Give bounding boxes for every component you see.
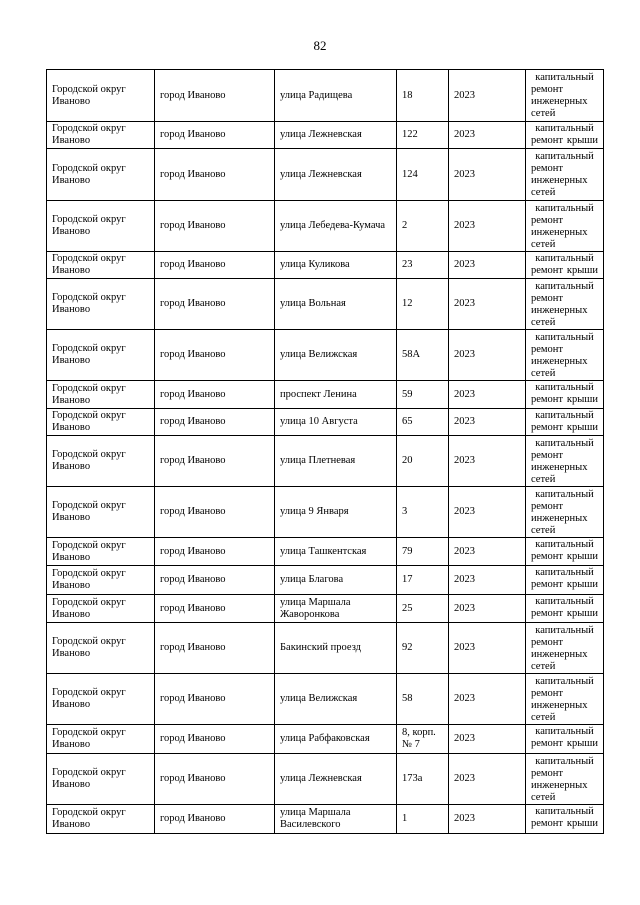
work-type-cell — [526, 330, 604, 381]
work-type-rest: ремонт крыши — [531, 818, 598, 829]
street-cell: улица Велижская — [275, 674, 397, 725]
work-type-rest: ремонт инженерных сетей — [531, 501, 588, 536]
table-row — [47, 487, 604, 538]
city-cell: город Иваново — [155, 122, 275, 149]
year-cell: 2023 — [449, 805, 526, 834]
work-type-line: капитальный — [535, 332, 594, 343]
table-row — [47, 149, 604, 201]
work-type-cell — [526, 566, 604, 595]
street-cell: улица 10 Августа — [275, 409, 397, 436]
district-cell: Городской округ Иваново — [47, 381, 155, 409]
house-cell: 1 — [397, 805, 449, 834]
work-type-rest: ремонт инженерных сетей — [531, 637, 588, 672]
house-cell: 65 — [397, 409, 449, 436]
street-cell: улица Лебедева-Кумача — [275, 201, 397, 252]
table-row — [47, 805, 604, 834]
house-cell: 23 — [397, 252, 449, 279]
city-cell: город Иваново — [155, 381, 275, 409]
district-cell: Городской округ Иваново — [47, 201, 155, 252]
work-type-cell — [526, 409, 604, 436]
work-type-line: капитальный — [535, 625, 594, 636]
work-type-cell — [526, 381, 604, 409]
work-type-line: капитальный — [535, 253, 594, 264]
work-type-cell — [526, 252, 604, 279]
house-cell: 3 — [397, 487, 449, 538]
street-cell: улица Лежневская — [275, 754, 397, 805]
house-cell: 2 — [397, 201, 449, 252]
work-type-rest: ремонт крыши — [531, 265, 598, 276]
work-type-cell — [526, 623, 604, 674]
house-cell: 59 — [397, 381, 449, 409]
district-cell: Городской округ Иваново — [47, 754, 155, 805]
work-type-rest: ремонт крыши — [531, 394, 598, 405]
city-cell: город Иваново — [155, 279, 275, 330]
house-cell: 20 — [397, 436, 449, 487]
work-type-cell — [526, 538, 604, 566]
work-type-line: капитальный — [535, 151, 594, 162]
house-cell: 12 — [397, 279, 449, 330]
year-cell: 2023 — [449, 595, 526, 623]
table-row — [47, 595, 604, 623]
page-number: 82 — [313, 38, 327, 53]
table-row — [47, 436, 604, 487]
street-cell: улица Радищева — [275, 70, 397, 122]
work-type-rest: ремонт крыши — [531, 422, 598, 433]
street-cell: улица Маршала Жаворонкова — [275, 595, 397, 623]
work-type-cell — [526, 149, 604, 201]
year-cell: 2023 — [449, 623, 526, 674]
work-type-line: капитальный — [535, 410, 594, 421]
street-cell: улица Маршала Василевского — [275, 805, 397, 834]
work-type-cell — [526, 595, 604, 623]
house-cell: 173а — [397, 754, 449, 805]
district-cell: Городской округ Иваново — [47, 252, 155, 279]
year-cell: 2023 — [449, 725, 526, 754]
year-cell: 2023 — [449, 566, 526, 595]
house-cell: 18 — [397, 70, 449, 122]
year-cell: 2023 — [449, 330, 526, 381]
work-type-rest: ремонт инженерных сетей — [531, 344, 588, 379]
work-type-line: капитальный — [535, 489, 594, 500]
city-cell: город Иваново — [155, 252, 275, 279]
table-row — [47, 252, 604, 279]
year-cell: 2023 — [449, 149, 526, 201]
work-type-cell — [526, 487, 604, 538]
work-type-cell — [526, 279, 604, 330]
work-type-rest: ремонт инженерных сетей — [531, 450, 588, 485]
table-row — [47, 201, 604, 252]
work-type-line: капитальный — [535, 438, 594, 449]
street-cell: улица Велижская — [275, 330, 397, 381]
house-cell: 122 — [397, 122, 449, 149]
house-cell: 58А — [397, 330, 449, 381]
year-cell: 2023 — [449, 754, 526, 805]
house-cell: 17 — [397, 566, 449, 595]
year-cell: 2023 — [449, 487, 526, 538]
table-row — [47, 538, 604, 566]
work-type-cell — [526, 805, 604, 834]
district-cell: Городской округ Иваново — [47, 725, 155, 754]
district-cell: Городской округ Иваново — [47, 623, 155, 674]
work-type-line: капитальный — [535, 726, 594, 737]
district-cell: Городской округ Иваново — [47, 674, 155, 725]
city-cell: город Иваново — [155, 595, 275, 623]
street-cell: улица 9 Января — [275, 487, 397, 538]
work-type-line: капитальный — [535, 123, 594, 134]
work-type-cell — [526, 674, 604, 725]
work-type-cell — [526, 436, 604, 487]
street-cell: улица Благова — [275, 566, 397, 595]
city-cell: город Иваново — [155, 149, 275, 201]
house-cell: 92 — [397, 623, 449, 674]
district-cell: Городской округ Иваново — [47, 330, 155, 381]
street-cell: улица Ташкентская — [275, 538, 397, 566]
district-cell: Городской округ Иваново — [47, 149, 155, 201]
work-type-rest: ремонт инженерных сетей — [531, 688, 588, 723]
table-row — [47, 70, 604, 122]
work-type-rest: ремонт крыши — [531, 738, 598, 749]
work-type-line: капитальный — [535, 756, 594, 767]
district-cell: Городской округ Иваново — [47, 487, 155, 538]
table-row — [47, 279, 604, 330]
work-type-cell — [526, 754, 604, 805]
work-type-line: капитальный — [535, 567, 594, 578]
table-row — [47, 674, 604, 725]
street-cell: проспект Ленина — [275, 381, 397, 409]
work-type-rest: ремонт инженерных сетей — [531, 84, 588, 119]
district-cell: Городской округ Иваново — [47, 566, 155, 595]
district-cell: Городской округ Иваново — [47, 538, 155, 566]
year-cell: 2023 — [449, 279, 526, 330]
table-body — [47, 70, 604, 834]
year-cell: 2023 — [449, 70, 526, 122]
work-type-rest: ремонт крыши — [531, 135, 598, 146]
district-cell: Городской округ Иваново — [47, 595, 155, 623]
house-cell: 8, корп. № 7 — [397, 725, 449, 754]
table-row — [47, 330, 604, 381]
year-cell: 2023 — [449, 381, 526, 409]
district-cell: Городской округ Иваново — [47, 70, 155, 122]
city-cell: город Иваново — [155, 409, 275, 436]
year-cell: 2023 — [449, 436, 526, 487]
table-row — [47, 623, 604, 674]
street-cell: улица Лежневская — [275, 149, 397, 201]
work-type-rest: ремонт крыши — [531, 608, 598, 619]
district-cell: Городской округ Иваново — [47, 122, 155, 149]
work-type-line: капитальный — [535, 806, 594, 817]
work-type-line: капитальный — [535, 203, 594, 214]
city-cell: город Иваново — [155, 436, 275, 487]
year-cell: 2023 — [449, 122, 526, 149]
year-cell: 2023 — [449, 674, 526, 725]
street-cell: улица Рабфаковская — [275, 725, 397, 754]
work-type-rest: ремонт инженерных сетей — [531, 293, 588, 328]
work-type-rest: ремонт инженерных сетей — [531, 768, 588, 803]
city-cell: город Иваново — [155, 538, 275, 566]
street-cell: Бакинский проезд — [275, 623, 397, 674]
table-row — [47, 566, 604, 595]
house-cell: 25 — [397, 595, 449, 623]
work-type-line: капитальный — [535, 72, 594, 83]
street-cell: улица Лежневская — [275, 122, 397, 149]
district-cell: Городской округ Иваново — [47, 279, 155, 330]
year-cell: 2023 — [449, 538, 526, 566]
city-cell: город Иваново — [155, 201, 275, 252]
work-type-line: капитальный — [535, 676, 594, 687]
city-cell: город Иваново — [155, 725, 275, 754]
city-cell: город Иваново — [155, 487, 275, 538]
city-cell: город Иваново — [155, 330, 275, 381]
city-cell: город Иваново — [155, 674, 275, 725]
city-cell: город Иваново — [155, 70, 275, 122]
table-row — [47, 409, 604, 436]
work-type-cell — [526, 725, 604, 754]
work-type-rest: ремонт крыши — [531, 579, 598, 590]
house-cell: 79 — [397, 538, 449, 566]
district-cell: Городской округ Иваново — [47, 409, 155, 436]
table-row — [47, 725, 604, 754]
table-row — [47, 122, 604, 149]
city-cell: город Иваново — [155, 566, 275, 595]
work-type-rest: ремонт инженерных сетей — [531, 215, 588, 250]
work-type-line: капитальный — [535, 281, 594, 292]
work-type-cell — [526, 70, 604, 122]
year-cell: 2023 — [449, 252, 526, 279]
city-cell: город Иваново — [155, 623, 275, 674]
year-cell: 2023 — [449, 201, 526, 252]
work-type-rest: ремонт крыши — [531, 551, 598, 562]
work-type-cell — [526, 201, 604, 252]
city-cell: город Иваново — [155, 805, 275, 834]
table-row — [47, 381, 604, 409]
district-cell: Городской округ Иваново — [47, 436, 155, 487]
work-type-line: капитальный — [535, 596, 594, 607]
repair-program-table — [46, 69, 604, 834]
house-cell: 124 — [397, 149, 449, 201]
year-cell: 2023 — [449, 409, 526, 436]
work-type-cell — [526, 122, 604, 149]
table-row — [47, 754, 604, 805]
city-cell: город Иваново — [155, 754, 275, 805]
work-type-rest: ремонт инженерных сетей — [531, 163, 588, 198]
work-type-line: капитальный — [535, 382, 594, 393]
district-cell: Городской округ Иваново — [47, 805, 155, 834]
street-cell: улица Куликова — [275, 252, 397, 279]
work-type-line: капитальный — [535, 539, 594, 550]
house-cell: 58 — [397, 674, 449, 725]
street-cell: улица Плетневая — [275, 436, 397, 487]
street-cell: улица Вольная — [275, 279, 397, 330]
